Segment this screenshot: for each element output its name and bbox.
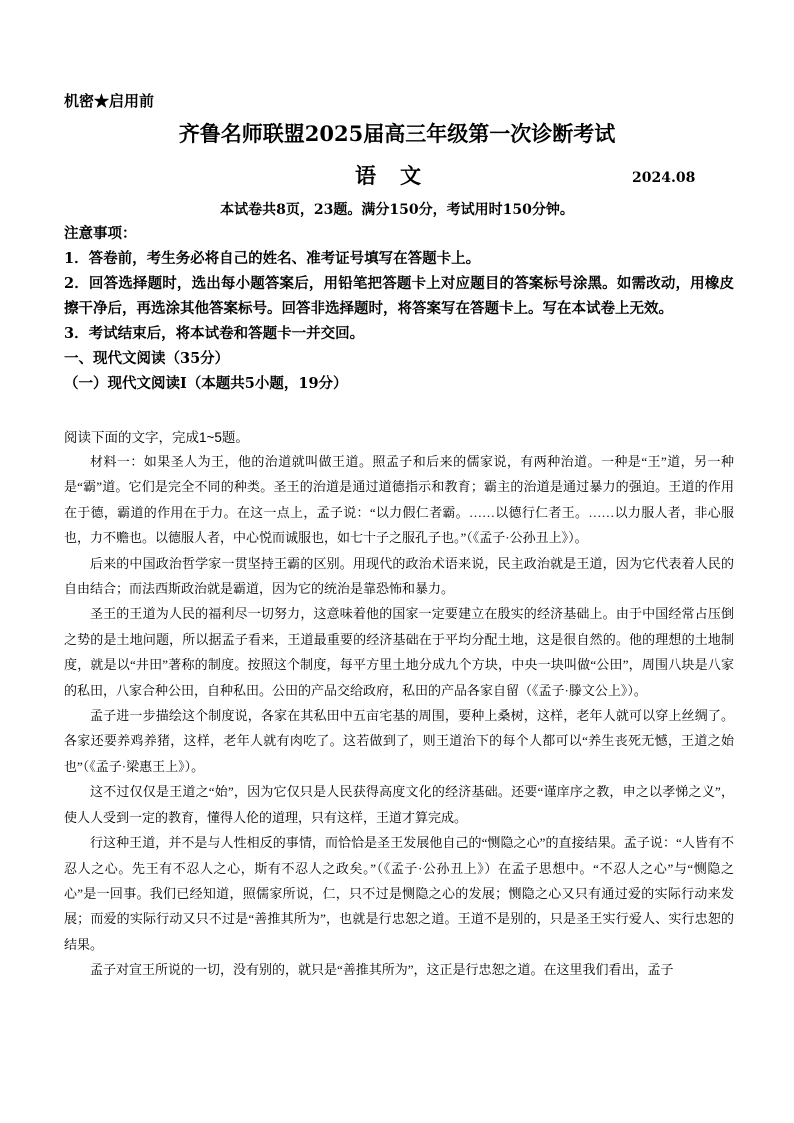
passage-paragraph: 这不过仅仅是王道之“始”，因为它仅只是人民获得高度文化的经济基础。还要“谨庠序之教，申之以孝悌之义”，使人人受到一定的教育，懂得人伦的道理，只有这样，王道才算完成。 bbox=[64, 784, 734, 825]
passage-paragraph: 材料一：如果圣人为王，他的治道就叫做王道。照孟子和后来的儒家说，有两种治道。一种是“王”道，另一种是“霸”道。它们是完全不同的种类。圣王的治道是通过道德指示和教育；霸主的治道是通过暴力的强迫。王道的作用在于德，霸道的作用在于力。在这一点上，孟子说：“以力假仁者霸。……以德行仁者王。……以力服人者，非心服也，力不赡也。以德服人者，中心悦而诚服也，如七十子之服孔子也。”（《孟子·公孙丑上》）。 bbox=[64, 454, 734, 546]
exam-info: 本试卷共8页，23题。满分150分，考试用时150分钟。 bbox=[220, 202, 574, 218]
passage-paragraph: 圣王的王道为人民的福利尽一切努力，这意味着他的国家一定要建立在殷实的经济基础上。由于中国经常占压倒之势的是土地问题，所以据孟子看来，王道最重要的经济基础在于平均分配土地，这是很自然的。他的理想的土地制度，就是以“井田”著称的制度。按照这个制度，每平方里土地分成九个方块，中央一块叫做“公田”，周围八块是八家的私田，八家合种公田，自种私田。公田的产品交给政府，私田的产品各家自留（《孟子·滕文公上》）。 bbox=[64, 606, 734, 698]
notice-heading: 注意事项： bbox=[64, 225, 137, 242]
exam-title: 齐鲁名师联盟2025届高三年级第一次诊断考试 bbox=[178, 121, 616, 146]
passage-paragraph: 后来的中国政治哲学家一贯坚持王霸的区别。用现代的政治术语来说，民主政治就是王道，因为它代表着人民的自由结合；而法西斯政治就是霸道，因为它的统治是靠恐怖和暴力。 bbox=[64, 555, 734, 597]
exam-date: 2024.08 bbox=[632, 170, 696, 186]
notice-item: 3．考试结束后，将本试卷和答题卡一并交回。 bbox=[64, 325, 365, 342]
reading-passage bbox=[64, 449, 734, 983]
section-subtitle: （一）现代文阅读Ⅰ（本题共5小题，19分） bbox=[64, 375, 348, 392]
subject-title: 语文 bbox=[355, 163, 445, 188]
passage-paragraph: 孟子对宣王所说的一切，没有别的，就只是“善推其所为”，这正是行忠恕之道。在这里我们看出，孟子 bbox=[90, 962, 674, 978]
notice-item: 1．答卷前，考生务必将自己的姓名、准考证号填写在答题卡上。 bbox=[64, 250, 481, 267]
reading-instruction: 阅读下面的文字，完成1~5题。 bbox=[64, 430, 249, 445]
passage-paragraph: 孟子进一步描绘这个制度说，各家在其私田中五亩宅基的周围，要种上桑树，这样，老年人就可以穿上丝绸了。各家还要养鸡养猪，这样，老年人就有肉吃了。这若做到了，则王道治下的每个人都可以“养生丧死无憾，王道之始也”（《孟子·梁惠王上》）。 bbox=[64, 708, 734, 774]
confidential-label: 机密★启用前 bbox=[64, 92, 155, 110]
notice-section bbox=[64, 221, 734, 396]
notice-item: 2．回答选择题时，选出每小题答案后，用铅笔把答题卡上对应题目的答案标号涂黑。如需改动，用橡皮擦干净后，再选涂其他答案标号。回答非选择题时，将答案写在答题卡上。写在本试卷上无效。 bbox=[64, 275, 734, 317]
passage-paragraph: 行这种王道，并不是与人性相反的事情，而恰恰是圣王发展他自己的“恻隐之心”的直接结果。孟子说：“人皆有不忍人之心。先王有不忍人之心，斯有不忍人之政矣。”（《孟子·公孙丑上》）在孟子思想中。“不忍人之心”与“恻隐之心”是一回事。我们已经知道，照儒家所说，仁，只不过是恻隐之心的发展；恻隐之心又只有通过爱的实际行动来发展；而爱的实际行动又只不过是“善推其所为”，也就是行忠恕之道。王道不是别的，只是圣王实行爱人、实行忠恕的结果。 bbox=[64, 835, 734, 952]
section-title: 一、现代文阅读（35分） bbox=[64, 350, 230, 367]
